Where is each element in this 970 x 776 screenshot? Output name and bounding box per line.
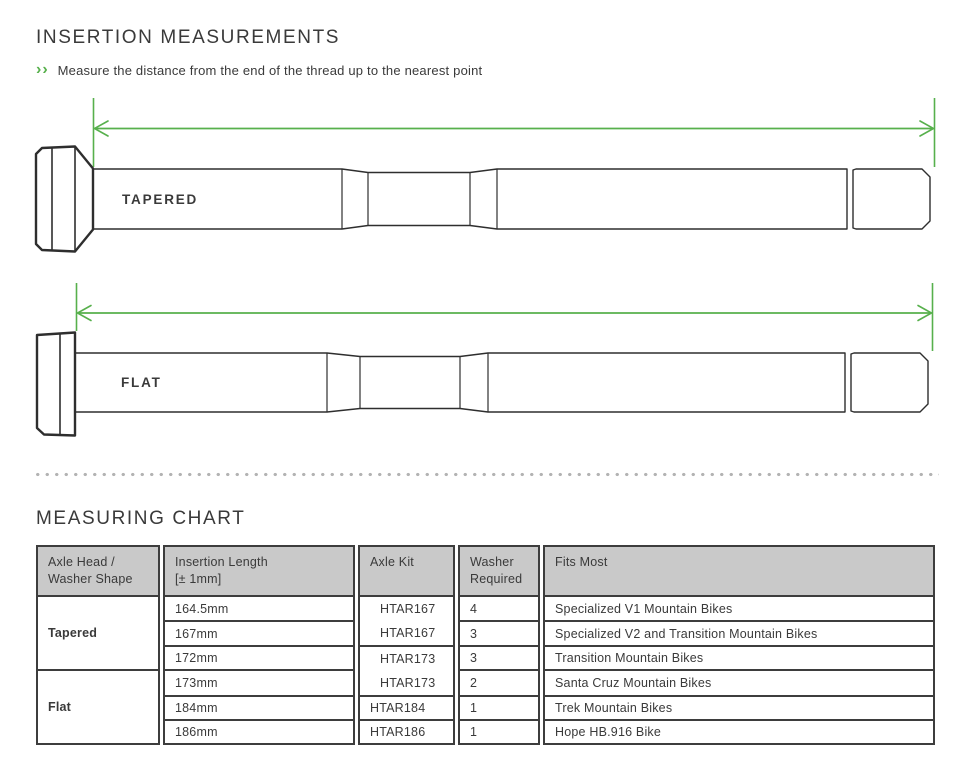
washer-required-cell: 2 [458, 671, 540, 697]
tapered-axle-diagram [36, 98, 935, 252]
table-row [36, 622, 935, 647]
header-washer-required: Washer Required [458, 545, 540, 597]
axle-kit-cell: HTAR167 HTAR167 [358, 597, 455, 647]
measure-note-text: Measure the distance from the end of the thread up to the nearest point [57, 62, 483, 78]
insertion-section-title: INSERTION MEASUREMENTS [36, 27, 341, 48]
fits-most-cell: Hope HB.916 Bike [543, 721, 935, 745]
tapered-dimension-arrow [94, 98, 935, 167]
fits-most-cell: Transition Mountain Bikes [543, 647, 935, 671]
table-row [36, 597, 935, 622]
flat-label: FLAT [121, 375, 162, 390]
table-row [36, 721, 935, 745]
header-fits-most: Fits Most [543, 545, 935, 597]
fits-most-cell: Trek Mountain Bikes [543, 697, 935, 721]
table-header-row [36, 545, 935, 597]
flat-axle-diagram [37, 283, 933, 436]
table-row [36, 647, 935, 671]
washer-required-cell: 3 [458, 622, 540, 647]
axle-kit-cell: HTAR173 HTAR173 [358, 647, 455, 697]
shape-group-tapered: Tapered [36, 597, 160, 671]
washer-required-cell: 4 [458, 597, 540, 622]
insertion-length-cell: 184mm [163, 697, 355, 721]
dotted-divider [33, 472, 939, 477]
washer-required-cell: 1 [458, 721, 540, 745]
insertion-length-cell: 173mm [163, 671, 355, 697]
insertion-length-cell: 164.5mm [163, 597, 355, 622]
measuring-chart-title: MEASURING CHART [36, 508, 246, 529]
fits-most-cell: Santa Cruz Mountain Bikes [543, 671, 935, 697]
axle-kit-cell: HTAR186 [358, 721, 455, 745]
header-insertion-length: Insertion Length [± 1mm] [163, 545, 355, 597]
tapered-label: TAPERED [122, 192, 199, 207]
washer-required-cell: 1 [458, 697, 540, 721]
flat-dimension-arrow [77, 283, 933, 351]
table-row [36, 697, 935, 721]
axle-kit-cell: HTAR184 [358, 697, 455, 721]
fits-most-cell: Specialized V1 Mountain Bikes [543, 597, 935, 622]
flat-axle-drawing [37, 333, 928, 436]
shape-group-flat: Flat [36, 671, 160, 745]
insertion-length-cell: 172mm [163, 647, 355, 671]
header-axle-kit: Axle Kit [358, 545, 455, 597]
measuring-chart-table [33, 545, 938, 745]
insertion-length-cell: 167mm [163, 622, 355, 647]
fits-most-cell: Specialized V2 and Transition Mountain Bikes [543, 622, 935, 647]
header-axle-head-washer-shape: Axle Head / Washer Shape [36, 545, 160, 597]
table-row [36, 671, 935, 697]
insertion-length-cell: 186mm [163, 721, 355, 745]
double-chevron-icon: ›› [36, 61, 49, 78]
washer-required-cell: 3 [458, 647, 540, 671]
